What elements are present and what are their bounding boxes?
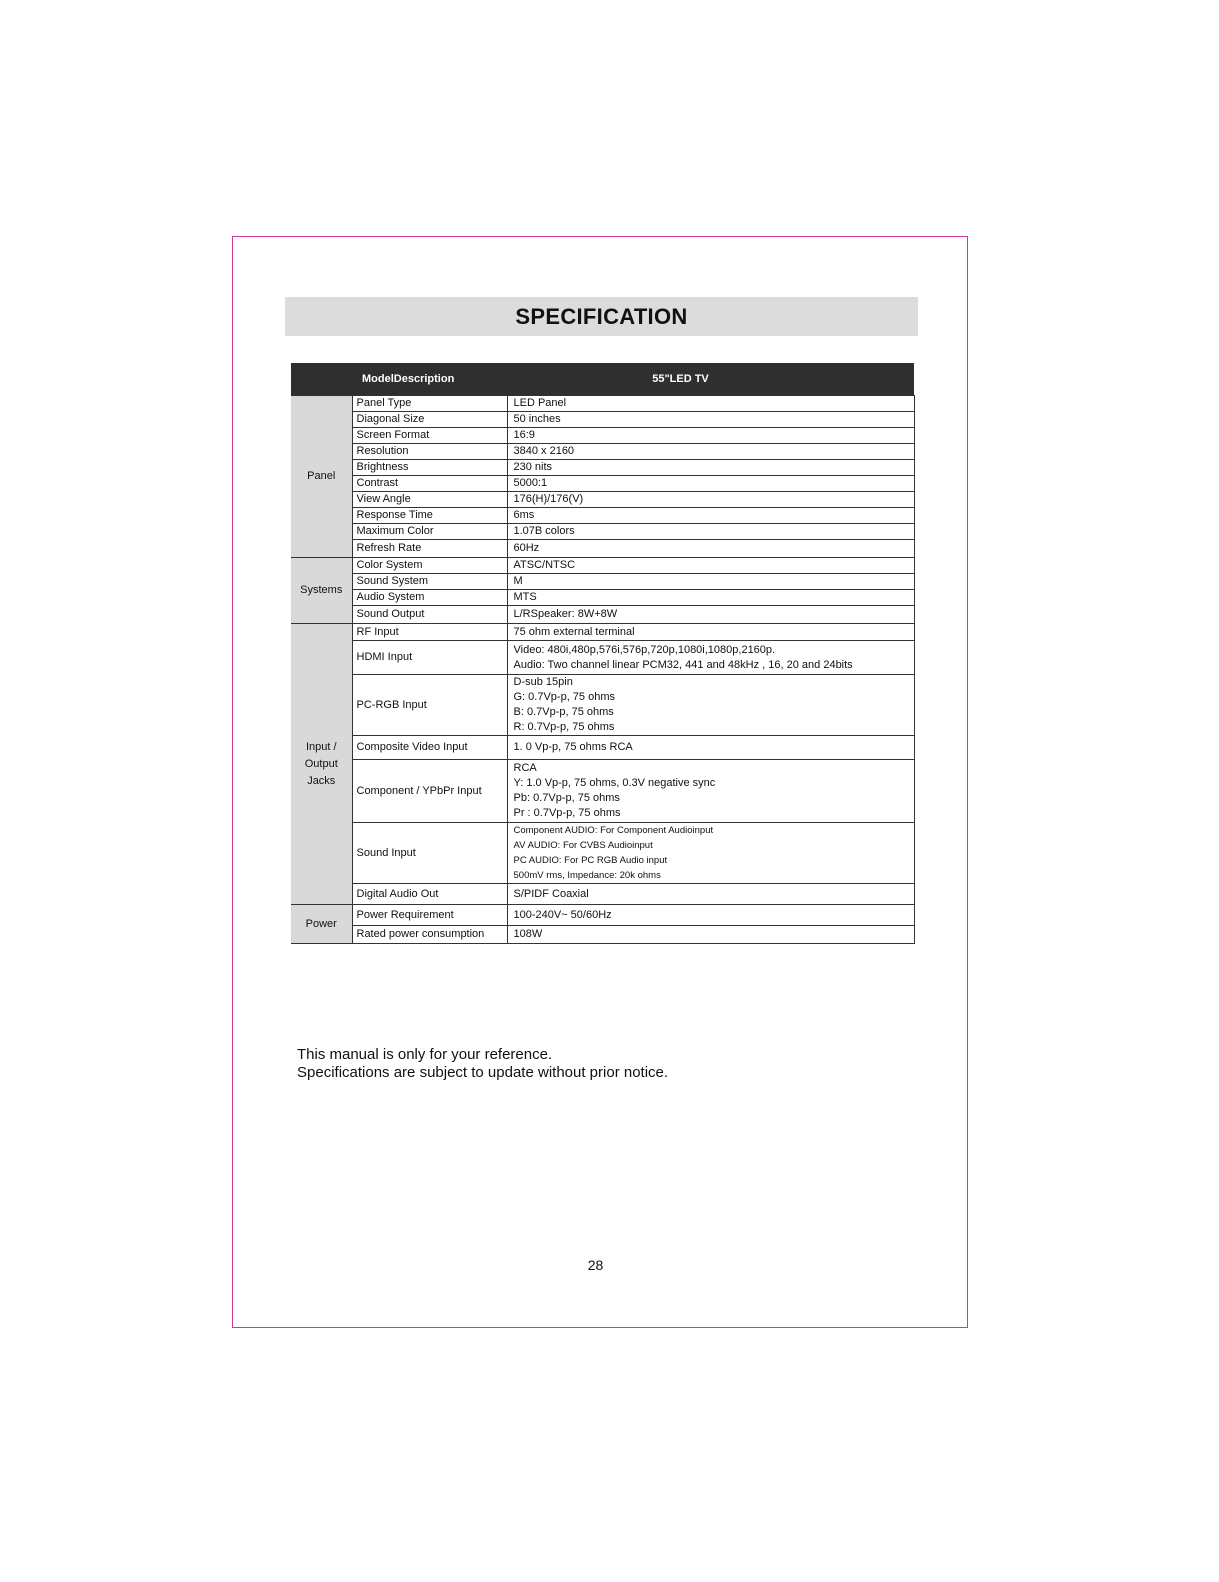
param-label: PC-RGB Input	[352, 675, 507, 736]
category-power: Power	[291, 905, 352, 944]
table-header-row	[291, 363, 914, 396]
table-row	[291, 926, 914, 944]
param-label: Screen Format	[352, 428, 507, 444]
table-row	[291, 396, 914, 412]
param-value: LED Panel	[507, 396, 914, 412]
param-label: HDMI Input	[352, 641, 507, 675]
param-label: Sound Input	[352, 823, 507, 884]
param-label: Resolution	[352, 444, 507, 460]
param-value: 3840 x 2160	[507, 444, 914, 460]
param-label: Component / YPbPr Input	[352, 760, 507, 823]
header-model-value: 55"LED TV	[507, 363, 914, 396]
param-value: MTS	[507, 590, 914, 606]
param-label: View Angle	[352, 492, 507, 508]
table-row	[291, 884, 914, 905]
table-row	[291, 412, 914, 428]
table-row	[291, 905, 914, 926]
category-systems: Systems	[291, 558, 352, 624]
table-row	[291, 540, 914, 558]
table-row	[291, 823, 914, 884]
param-label: Rated power consumption	[352, 926, 507, 944]
table-row	[291, 524, 914, 540]
param-value: 1.07B colors	[507, 524, 914, 540]
param-value: 100-240V~ 50/60Hz	[507, 905, 914, 926]
param-label: Response Time	[352, 508, 507, 524]
table-row	[291, 492, 914, 508]
category-panel: Panel	[291, 396, 352, 558]
category-input-output-jacks: Input / Output Jacks	[291, 624, 352, 905]
table-row	[291, 590, 914, 606]
param-value: 108W	[507, 926, 914, 944]
table-row	[291, 736, 914, 760]
param-label: RF Input	[352, 624, 507, 641]
table-row	[291, 760, 914, 823]
table-row	[291, 641, 914, 675]
table-row	[291, 606, 914, 624]
page-number: 28	[587, 1257, 604, 1273]
table-row	[291, 476, 914, 492]
param-label: Power Requirement	[352, 905, 507, 926]
param-value: D-sub 15pin G: 0.7Vp-p, 75 ohms B: 0.7Vp-p, 75 ohms R: 0.7Vp-p, 75 ohms	[507, 675, 914, 736]
param-value: Component AUDIO: For Component Audioinput AV AUDIO: For CVBS Audioinput PC AUDIO: For PC RGB Audio input 500mV rms, Impedance: 20k ohms	[507, 823, 914, 884]
param-label: Brightness	[352, 460, 507, 476]
table-row	[291, 460, 914, 476]
table-row	[291, 574, 914, 590]
param-value: RCA Y: 1.0 Vp-p, 75 ohms, 0.3V negative sync Pb: 0.7Vp-p, 75 ohms Pr : 0.7Vp-p, 75 ohms	[507, 760, 914, 823]
param-label: Sound Output	[352, 606, 507, 624]
header-model-label: ModelDescription	[352, 363, 507, 396]
param-value: 75 ohm external terminal	[507, 624, 914, 641]
table-row	[291, 508, 914, 524]
notice-line: Specifications are subject to update without prior notice.	[297, 1064, 669, 1081]
param-value: 5000:1	[507, 476, 914, 492]
page-title: SPECIFICATION	[515, 303, 688, 329]
param-value: L/RSpeaker: 8W+8W	[507, 606, 914, 624]
param-label: Digital Audio Out	[352, 884, 507, 905]
title-bar	[285, 297, 918, 336]
table-row	[291, 675, 914, 736]
param-value: 60Hz	[507, 540, 914, 558]
param-value: 50 inches	[507, 412, 914, 428]
table-row	[291, 444, 914, 460]
reference-notice	[297, 1046, 668, 1082]
param-label: Refresh Rate	[352, 540, 507, 558]
param-value: 16:9	[507, 428, 914, 444]
param-value: S/PIDF Coaxial	[507, 884, 914, 905]
param-label: Composite Video Input	[352, 736, 507, 760]
param-label: Color System	[352, 558, 507, 574]
param-value: M	[507, 574, 914, 590]
table-row	[291, 428, 914, 444]
param-label: Audio System	[352, 590, 507, 606]
param-value: 230 nits	[507, 460, 914, 476]
param-label: Diagonal Size	[352, 412, 507, 428]
notice-line: This manual is only for your reference.	[297, 1046, 553, 1063]
param-value: ATSC/NTSC	[507, 558, 914, 574]
table-row	[291, 558, 914, 574]
param-value: 6ms	[507, 508, 914, 524]
param-value: Video: 480i,480p,576i,576p,720p,1080i,1080p,2160p. Audio: Two channel linear PCM32, 441 and 48kHz , 16, 20 and 24bits	[507, 641, 914, 675]
param-value: 176(H)/176(V)	[507, 492, 914, 508]
table-row	[291, 624, 914, 641]
param-label: Maximum Color	[352, 524, 507, 540]
param-label: Contrast	[352, 476, 507, 492]
param-label: Sound System	[352, 574, 507, 590]
specification-table	[291, 363, 915, 944]
param-value: 1. 0 Vp-p, 75 ohms RCA	[507, 736, 914, 760]
param-label: Panel Type	[352, 396, 507, 412]
